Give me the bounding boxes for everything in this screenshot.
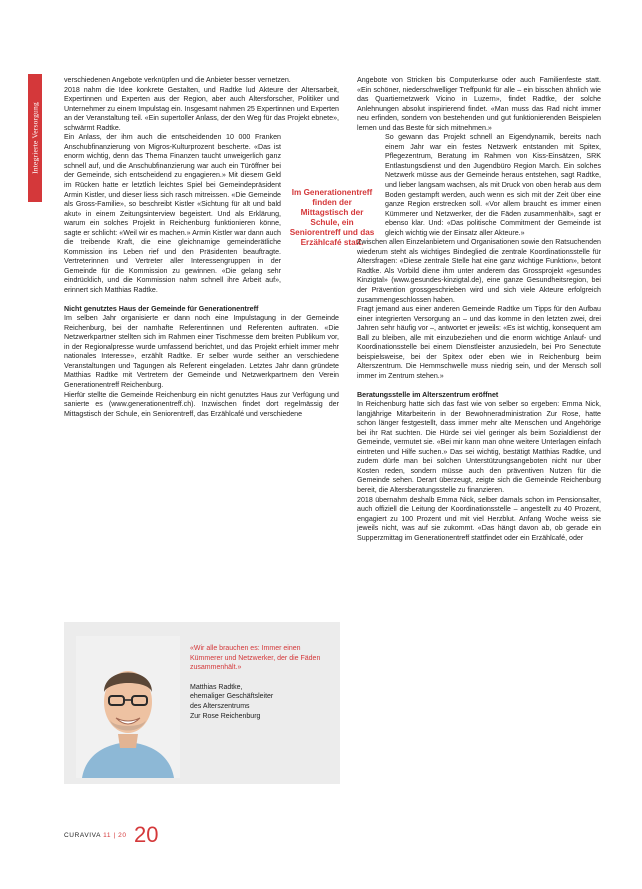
caption-quote: «Wir alle brauchen es: Immer einen Kümmerer und Netzwerker, der die Fäden zusammenhält.» [190,645,321,672]
paragraph: 2018 nahm die Idee konkrete Gestalten, und Radtke lud Akteure der Altersarbeit, Expertinnen und Experten aus der Region, aber auch Altersforscher, Politiker und Unternehmer zu einem Impulstag ein. Insgesamt nahmen 25 Expertinnen und Experten an der Veranstaltung teil. «Ein supertoller Anlass, der den Weg für das Projekt ebnete», schwärmt Radtke. [64,85,339,132]
right-column [357,76,601,543]
caption-role: des Alterszentrums [190,702,250,710]
subheading: Beratungsstelle im Alterszentrum eröffnet [357,390,499,399]
portrait-photo [76,636,180,778]
portrait-box [64,622,340,784]
issue-number: 11 | 20 [103,832,127,839]
photo-caption [190,644,330,721]
caption-name: Matthias Radtke, [190,683,243,691]
magazine-title: CURAVIVA [64,832,101,839]
paragraph: verschiedenen Angebote verknüpfen und die Anbieter besser vernetzen. [64,76,291,84]
section-tab-label: Integrierte Versorgung [30,102,40,174]
caption-role: Zur Rose Reichenburg [190,712,261,720]
paragraph: Angebote von Stricken bis Computerkurse oder auch Familienfeste statt. «Ein schöner, niederschwelliger Treffpunkt für alle – ein bisschen ähnlich wie das Quartiernetzwerk Vicino in Luzern», findet Radtke, der solche Anlehnungen absolut inspirierend findet. «Man muss das Rad nicht immer neu erfinden, sondern von bestehenden und gut funktionierenden Beispielen lernen und das Beste für sich mitnehmen.» [357,76,601,132]
paragraph: Fragt jemand aus einer anderen Gemeinde Radtke um Tipps für den Aufbau einer integrierten Versorgung an – und das komme in den letzten zwei, drei Jahren sehr häufig vor –, antwortet er jeweils: «Es ist wichtig, konsequent am Ball zu bleiben, alle mit einzubeziehen und die enorm wichtige Anlauf- und Koordinationsstelle bei einem Dienstleister anzusiedeln, bei Pro Senectute beispielsweise, bei der Spitex oder eben wie in Reichenburg beim Alterszentrum. Die Hemmschwelle muss niedrig sein, und der Mensch soll immer im Zentrum stehen.» [357,305,601,380]
caption-role: ehemaliger Geschäftsleiter [190,693,274,701]
subheading: Nicht genutztes Haus der Gemeinde für Generationentreff [64,304,259,313]
paragraph: Hierfür stellte die Gemeinde Reichenburg ein nicht genutztes Haus zur Verfügung und sanierte es (www.generationentreff.ch). Inzwischen findet dort regelmässig der Mittagstisch der Schule, ein Seniorentreff, das Erzählcafé und verschiedene [64,390,339,418]
paragraph: 2018 übernahm deshalb Emma Nick, selber damals schon im Pensionsalter, auch offiziell die Leitung der Koordinationsstelle – angestellt zu 40 Prozent, engagiert zu 100 Prozent und mit viel Herzblut. Anfang Woche weiss sie jeweils nicht, was auf sie zukommt. «Das hängt davon ab, ob gerade ein Supperzmittag im Generationentreff stattfindet oder ein Erzählcafé, oder [357,495,601,542]
person-illustration-icon [76,636,180,778]
paragraph: Im selben Jahr organisierte er dann noch eine Impulstagung in der Gemeinde Reichenburg, bei der namhafte Referentinnen und Referenten auftraten. «Die Netzwerkpartner stellten sich im Rahmen einer Tischmesse dem breiten Publikum vor, in der Regionalpresse wurde umfassend berichtet, und das Projekt erhielt immer mehr nationales Interesse», erzählt Radtke. Er selber wurde seither an verschiedene Veranstaltungen und Tagungen als Referent eingeladen. Letztes Jahr dann gründete Matthias Radtke mit Vertretern der Gemeinde und Netzwerkpartnern den Verein Generationentreff Reichenburg. [64,314,339,389]
paragraph: Zwischen allen Einzelanbietern und Organisationen sowie den Ratsuchenden wiederum steht als wichtiges Bindeglied die zentrale Koordinationsstelle für Altersfragen: «Diese zentrale Stelle hat eine ganz wichtige Funktion», betont Radtke. Als Vorbild diene ihm unter anderem das Grossprojekt «gesundes Kinzigtal» (www.gesundes-kinzigtal.de), eine ganze Gesundheitsregion, bei der Prävention grossgeschrieben wird und sich viele Akteure erfolgreich zusammengeschlossen haben. [357,238,601,304]
paragraph: Ein Anlass, der ihm auch die entscheidenden 10 000 Franken Anschubfinanzierung von Migros-Kulturprozent bescherte. «Das ist enorm wichtig, denn das Thema Finanzen taucht unweigerlich ganz schnell auf, und die Anschubfinanzierung war auch ein Türöffner bei der Gemeinde, sich entscheidend zu engagieren.» Mit diesem Geld im Rücken hatte er letztlich leichtes Spiel bei Gemeindepräsident Armin Kistler, und dieser liess sich rasch mitreissen. «Die Gemeinde als Gross-Familie», so beschreibt Kistler «Sichtung für alt und bald akut» in einem Zeitungsinterview begeistert. Und als Erklärung, warum ein solches Projekt in Reichenburg funktionieren könne, sagte er schlicht: «Weil wir es machen.» Armin Kistler war dann auch die treibende Kraft, die eine gleichnamige gemeinderätliche Kommission ins Leben rief und den Präsidenten beauftragte. Vertreterinnen und Vertreter aller Interessengruppen in der Gemeinde für die Kommission zu gewinnen. «Die gelang sehr eindrücklich, und die Kommission nahm schnell ihre Arbeit auf», erinnert sich Matthias Radtke. [64,133,281,295]
pull-quote: Im Generationentreff finden der Mittagstisch der Schule, ein Seniorentreff und das Erzählcafé statt. [286,185,378,275]
page-number: 20 [134,822,159,847]
section-tab [28,74,42,202]
paragraph: In Reichenburg hatte sich das fast wie von selber so ergeben: Emma Nick, langjährige Mitarbeiterin in der Bewohneradministration Zur Rose, hatte schon länger festgestellt, dass immer mehr alte Menschen und Angehörige bei ihr Rat suchten. Die Hürde sei viel geringer als beim Sozialdienst der Gemeinde, vermutet sie. «Bei mir kann man ohne weitere Unterlagen einfach eintreten und Hilfe suchen.» Das sei wichtig, bestätigt Matthias Radtke, und zudem dürfe man bei solchen Unterstützungsangeboten nicht nur über Kosten reden, sondern müsse auch den präventiven Nutzen für die Gemeinde sehen. Derart überzeugt, zeigte sich die Gemeinde Reichenburg bereit, die Altersberatungsstelle zu finanzieren. [357,400,601,494]
paragraph: So gewann das Projekt schnell an Eigendynamik, bereits nach einem Jahr war ein festes Netzwerk entstanden mit Spitex, Pflegezentrum, Beratung im Rahmen von Kiss-Einsätzen, SRK Entlastungsdienst und den Jugendbüro Region March. Ein solches Netzwerk müsse aus der Gemeinde heraus entstehen, sagt Radtke, und lieber langsam wachsen, als mit Druck von oben herab aus dem Boden gestampft werden, auch wenn es sich mit der Zeit über eine ganze Region erstrecken soll. «Vor allem braucht es immer einen Kümmerer und Netzwerker, der die Fäden zusammenhält», sagt er ebenso klar. Und: «Das politische Commitment der Gemeinde ist gleich wichtig wie der Einsatz aller Akteure.» [385,133,601,237]
magazine-name [64,832,127,839]
